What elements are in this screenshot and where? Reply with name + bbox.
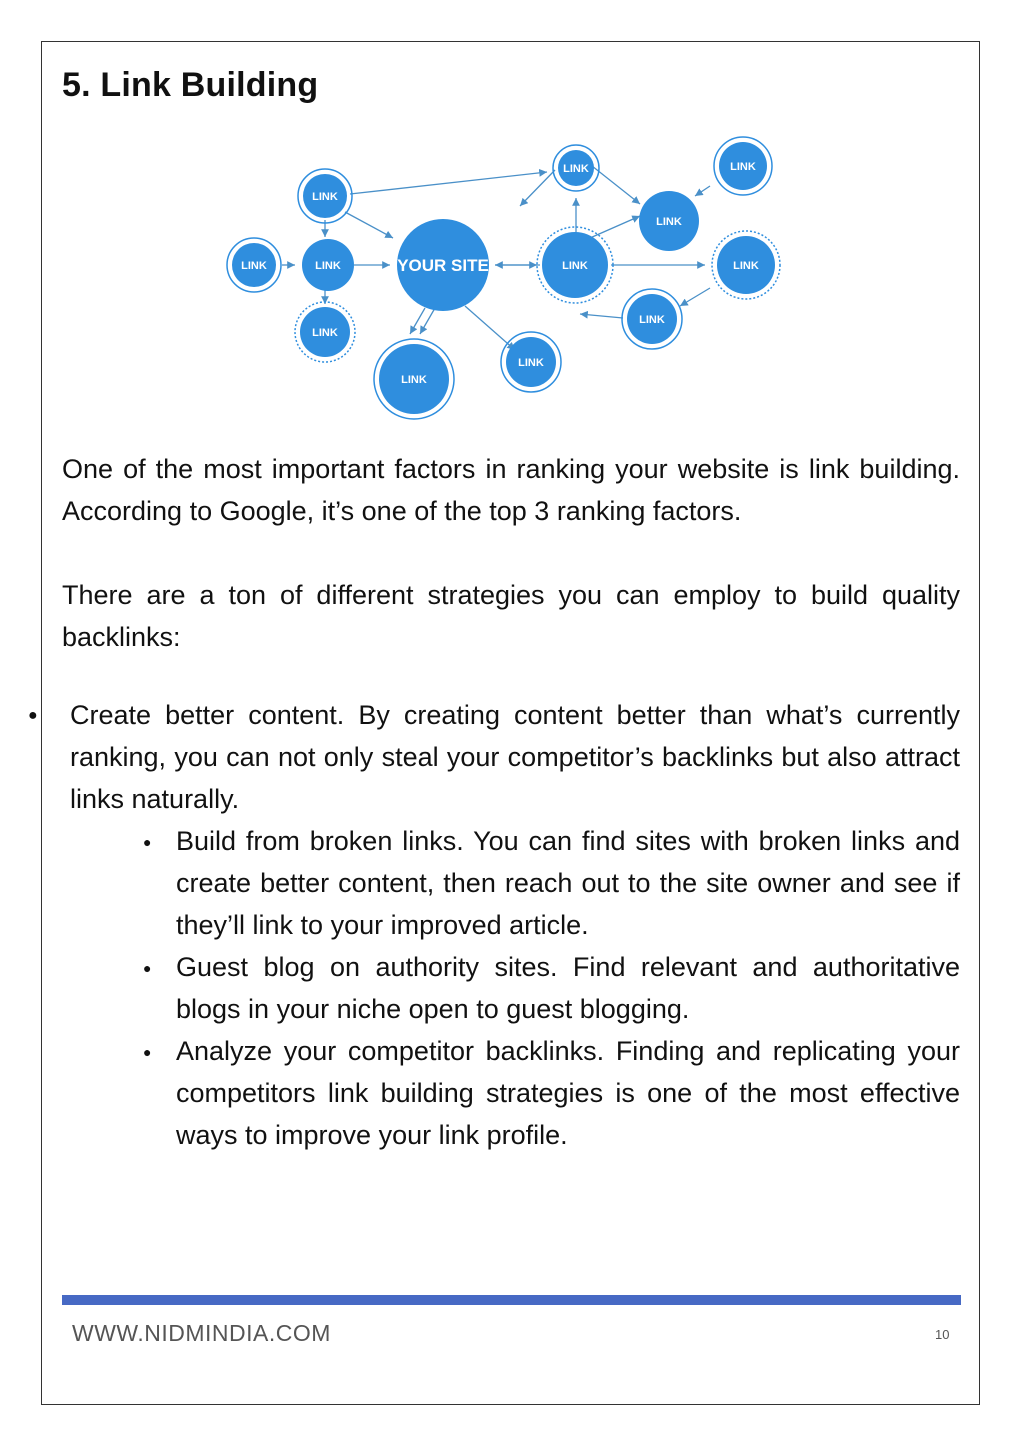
page-number: 10 xyxy=(935,1327,950,1342)
your-site-label: YOUR SITE xyxy=(397,256,489,275)
diagram-nodes xyxy=(227,137,780,419)
bullet-guest-blog: Guest blog on authority sites. Find relevant and authoritative blogs in your niche open to guest blogging. xyxy=(176,952,960,1024)
footer-divider xyxy=(62,1295,961,1305)
link-building-diagram xyxy=(225,128,790,425)
link-node xyxy=(622,289,682,349)
sub-bullet-dot: ● xyxy=(143,834,152,850)
link-node-label: LINK xyxy=(656,216,682,228)
link-node-label: LINK xyxy=(241,260,267,272)
bullet-broken-links: Build from broken links. You can find sites with broken links and create better content, then reach out to the site owner and see if they’ll link to your improved article. xyxy=(176,826,960,940)
link-node-label: LINK xyxy=(562,260,588,272)
link-node xyxy=(553,145,599,191)
link-node-label: LINK xyxy=(315,260,341,272)
link-node xyxy=(714,137,772,195)
page-title: 5. Link Building xyxy=(62,66,319,104)
link-node-label: LINK xyxy=(518,357,544,369)
link-node-label: LINK xyxy=(563,163,589,175)
footer-url: WWW.NIDMINDIA.COM xyxy=(72,1320,331,1346)
link-node xyxy=(639,191,699,251)
link-node-label: LINK xyxy=(312,191,338,203)
link-node-label: LINK xyxy=(312,327,338,339)
sub-bullet-dot: ● xyxy=(143,1044,152,1060)
link-node xyxy=(227,238,281,292)
bullet-create-better-content: Create better content. By creating content better than what’s currently ranking, you can not only steal your competitor’s backlinks but also attract links naturally. xyxy=(70,700,960,814)
link-node-label: LINK xyxy=(733,260,759,272)
link-node-label: LINK xyxy=(639,314,665,326)
link-node xyxy=(712,231,780,299)
link-node xyxy=(295,302,355,362)
strategies-paragraph: There are a ton of different strategies you can employ to build quality backlinks: xyxy=(62,580,960,652)
link-node xyxy=(302,239,354,291)
sub-bullet-dot: ● xyxy=(143,960,152,976)
bullet-dot: ● xyxy=(28,707,38,724)
link-node xyxy=(298,169,352,223)
link-node-label: LINK xyxy=(401,374,427,386)
bullet-competitor-backlinks: Analyze your competitor backlinks. Finding and replicating your competitors link building strategies is one of the most effective ways to improve your link profile. xyxy=(176,1036,960,1150)
link-node xyxy=(374,339,454,419)
link-node xyxy=(501,332,561,392)
your-site-node xyxy=(397,219,489,311)
link-node xyxy=(537,227,613,303)
link-node-label: LINK xyxy=(730,161,756,173)
intro-paragraph: One of the most important factors in ranking your website is link building. According to Google, it’s one of the top 3 ranking factors. xyxy=(62,454,960,526)
